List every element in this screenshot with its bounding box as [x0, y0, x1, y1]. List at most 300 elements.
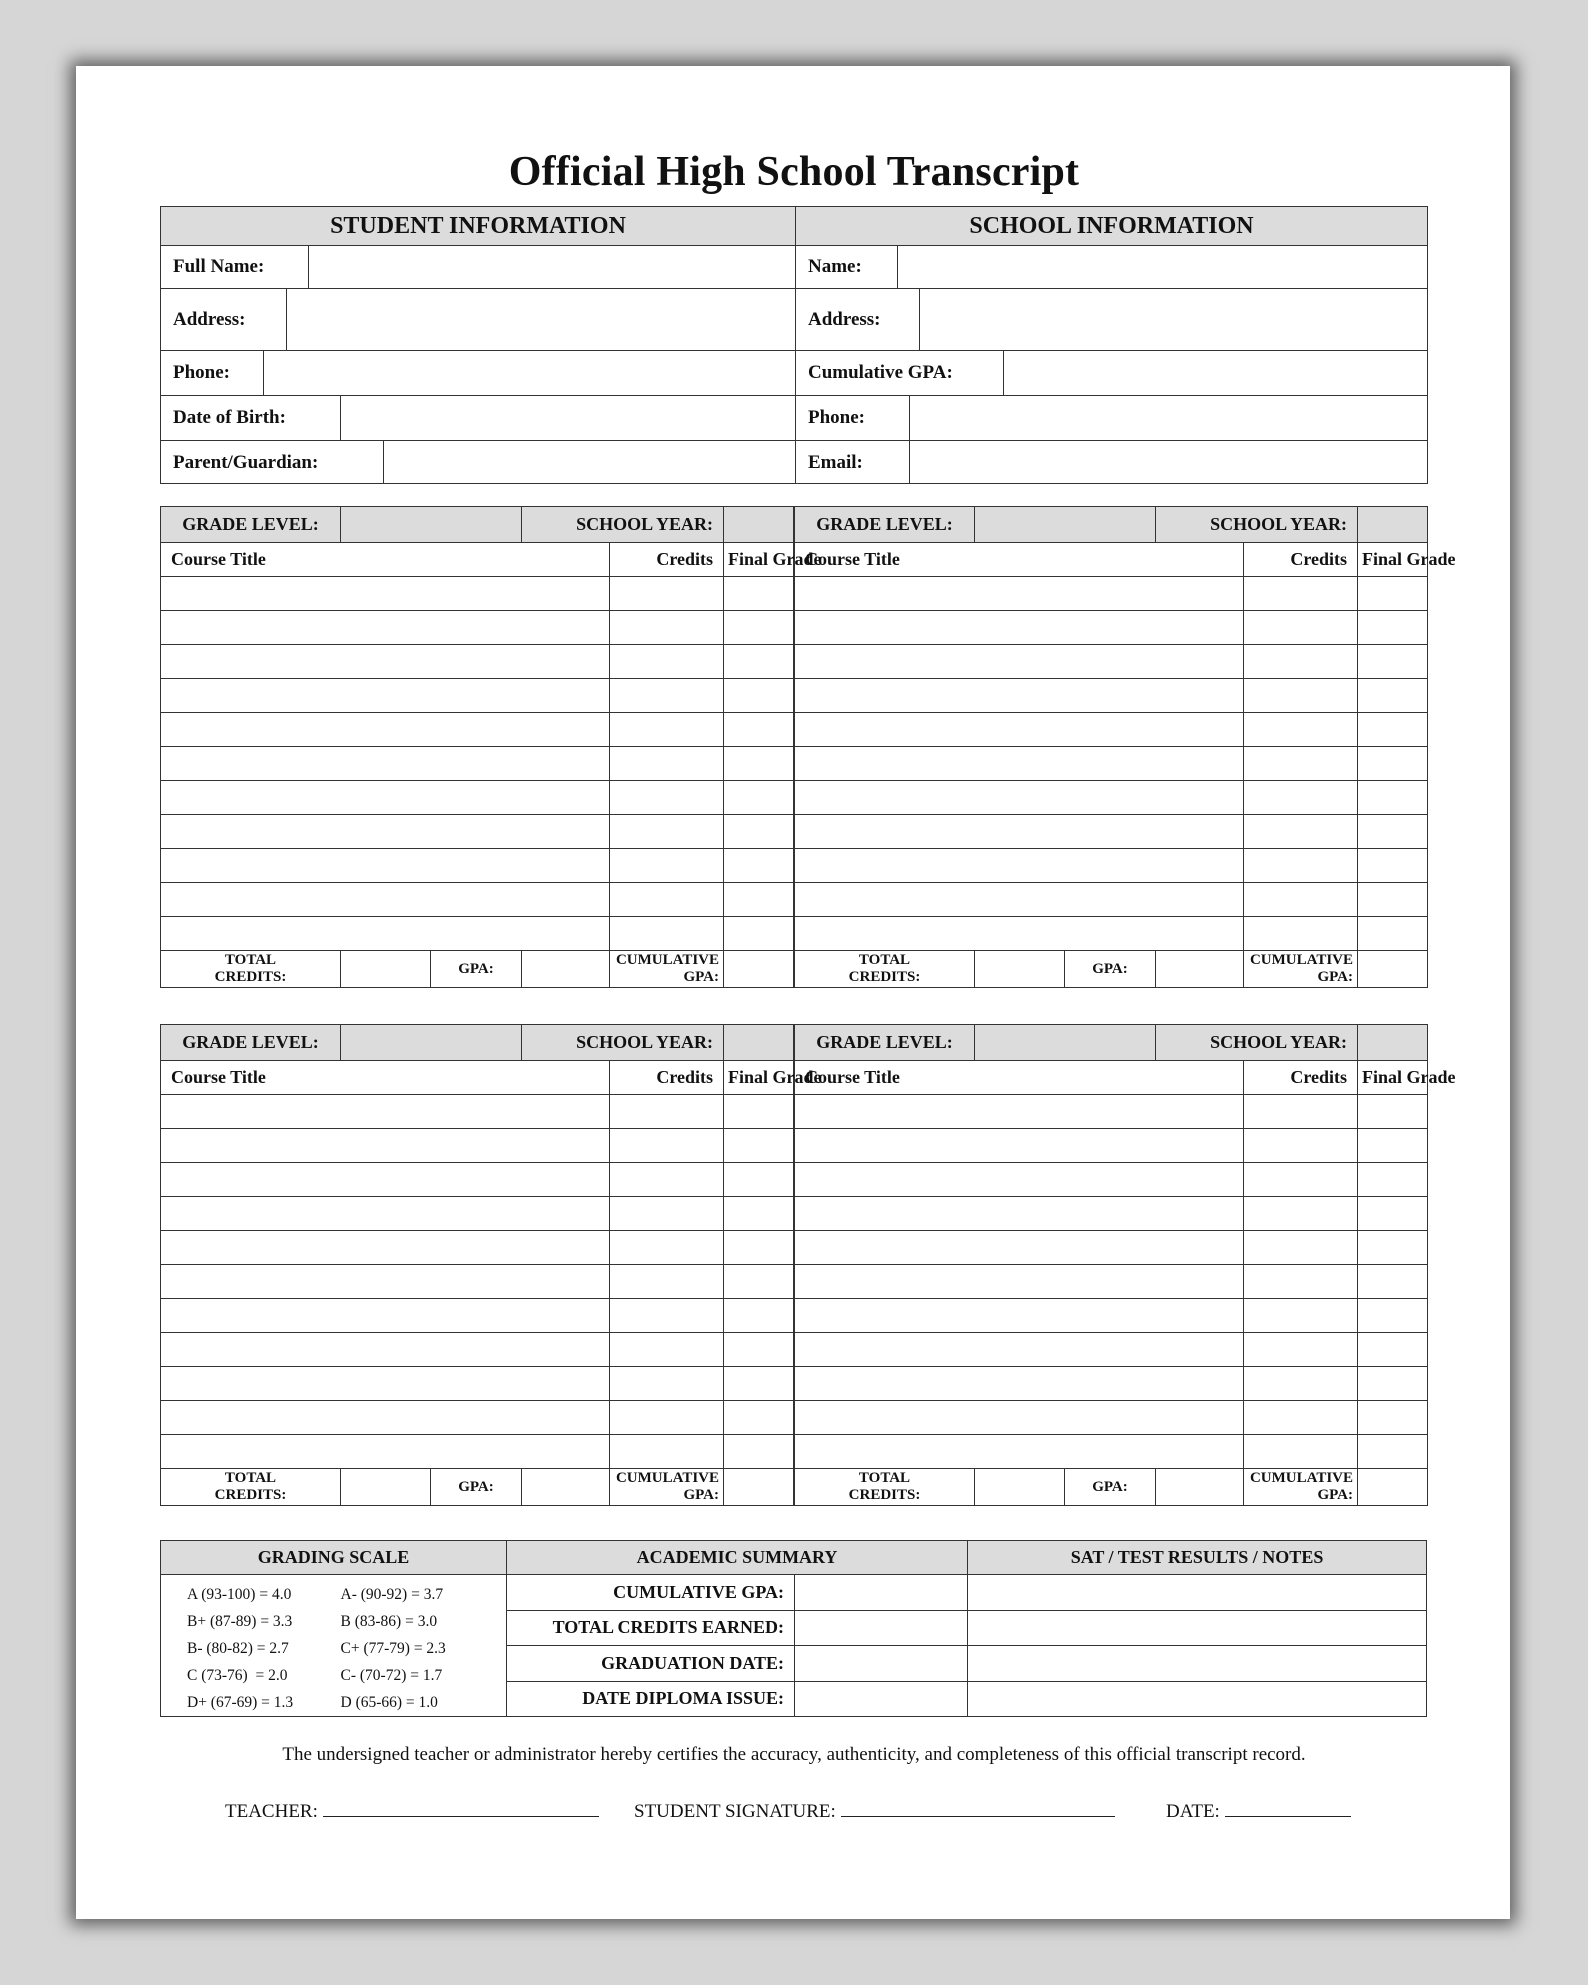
credits-cell[interactable] — [610, 577, 724, 611]
course-row — [795, 883, 1428, 917]
summary-graduation-date-input[interactable] — [795, 1646, 968, 1682]
course-title-cell[interactable] — [795, 1333, 1244, 1367]
final-grade-cell[interactable] — [724, 815, 794, 849]
course-title-cell[interactable] — [161, 1299, 610, 1333]
teacher-label: TEACHER: — [225, 1801, 318, 1822]
credits-cell[interactable] — [1244, 747, 1358, 781]
credits-header: Credits — [1244, 543, 1358, 577]
grade-block-header — [161, 1025, 794, 1061]
grading-scale-entry: C- (70-72) = 1.7 — [340, 1666, 443, 1684]
gpa-input[interactable] — [1156, 1469, 1244, 1506]
block-totals-row — [161, 1469, 794, 1506]
final-grade-cell[interactable] — [724, 645, 794, 679]
course-row — [795, 645, 1428, 679]
course-row — [795, 1435, 1428, 1469]
grade-level-label: GRADE LEVEL: — [161, 507, 341, 543]
grading-scale-row — [187, 1662, 494, 1689]
school-name-field[interactable] — [796, 246, 1427, 289]
summary-graduation-date-label: GRADUATION DATE: — [507, 1646, 795, 1682]
credits-cell[interactable] — [1244, 1129, 1358, 1163]
credits-header: Credits — [610, 1061, 724, 1095]
course-title-header: Course Title — [161, 1061, 610, 1095]
credits-cell[interactable] — [610, 645, 724, 679]
credits-cell[interactable] — [610, 1401, 724, 1435]
student-info-heading: STUDENT INFORMATION — [161, 207, 795, 246]
grade-level-label: GRADE LEVEL: — [795, 1025, 975, 1061]
credits-cell[interactable] — [610, 1095, 724, 1129]
total-credits-label — [161, 1469, 341, 1506]
grading-scale-entry: B- (80-82) = 2.7 — [187, 1639, 289, 1657]
course-title-cell[interactable] — [161, 679, 610, 713]
credits-cell[interactable] — [1244, 713, 1358, 747]
school-email-field[interactable] — [796, 441, 1427, 484]
summary-total-credits-input[interactable] — [795, 1610, 968, 1646]
course-title-cell[interactable] — [795, 1231, 1244, 1265]
course-title-cell[interactable] — [161, 1163, 610, 1197]
grade-level-label: GRADE LEVEL: — [795, 507, 975, 543]
credits-cell[interactable] — [1244, 679, 1358, 713]
grade-level-input[interactable] — [341, 507, 522, 543]
course-row — [795, 1231, 1428, 1265]
summary-section — [160, 1540, 1426, 1717]
cumulative-gpa-label-line2: GPA: — [1317, 1487, 1354, 1503]
course-title-cell[interactable] — [795, 1265, 1244, 1299]
credits-cell[interactable] — [610, 1197, 724, 1231]
course-row — [161, 1231, 794, 1265]
course-row — [161, 1265, 794, 1299]
course-title-cell[interactable] — [161, 1333, 610, 1367]
course-title-header: Course Title — [161, 543, 610, 577]
course-column-headers — [161, 1061, 794, 1095]
course-row — [795, 815, 1428, 849]
credits-cell[interactable] — [1244, 645, 1358, 679]
school-phone-field[interactable] — [796, 396, 1427, 441]
grade-table — [794, 1024, 1456, 1506]
credits-cell[interactable] — [610, 1163, 724, 1197]
final-grade-cell[interactable] — [724, 1095, 794, 1129]
final-grade-cell[interactable] — [1358, 1367, 1428, 1401]
course-title-header: Course Title — [795, 543, 1244, 577]
total-credits-label — [795, 951, 975, 988]
grading-scale-entry: B (83-86) = 3.0 — [340, 1612, 438, 1630]
credits-cell[interactable] — [1244, 1095, 1358, 1129]
course-row — [161, 577, 794, 611]
credits-cell[interactable] — [610, 611, 724, 645]
course-row — [795, 1333, 1428, 1367]
school-year-label: SCHOOL YEAR: — [1156, 507, 1358, 543]
gpa-input[interactable] — [522, 1469, 610, 1506]
course-row — [161, 917, 794, 951]
student-phone-label: Phone: — [161, 351, 264, 395]
credits-cell[interactable] — [610, 883, 724, 917]
credits-cell[interactable] — [1244, 611, 1358, 645]
final-grade-cell[interactable] — [724, 1401, 794, 1435]
credits-cell[interactable] — [1244, 1231, 1358, 1265]
school-info-heading: SCHOOL INFORMATION — [796, 207, 1427, 246]
school-year-input[interactable] — [1358, 507, 1428, 543]
credits-cell[interactable] — [610, 1231, 724, 1265]
course-row — [795, 611, 1428, 645]
course-title-cell[interactable] — [795, 1129, 1244, 1163]
credits-cell[interactable] — [610, 849, 724, 883]
grading-scale-entry: D (65-66) = 1.0 — [340, 1693, 438, 1711]
grading-scale-row — [187, 1608, 494, 1635]
total-credits-label-line2: CREDITS: — [848, 969, 921, 985]
credits-header: Credits — [610, 543, 724, 577]
credits-cell[interactable] — [1244, 815, 1358, 849]
date-line[interactable] — [1225, 1796, 1351, 1817]
student-signature-label: STUDENT SIGNATURE: — [634, 1801, 836, 1822]
credits-cell[interactable] — [1244, 781, 1358, 815]
school-year-label: SCHOOL YEAR: — [522, 1025, 724, 1061]
block-totals-row — [795, 1469, 1428, 1506]
teacher-signature — [225, 1796, 599, 1823]
final-grade-cell[interactable] — [1358, 917, 1428, 951]
credits-cell[interactable] — [1244, 1435, 1358, 1469]
final-grade-cell[interactable] — [724, 849, 794, 883]
final-grade-cell[interactable] — [1358, 713, 1428, 747]
course-title-cell[interactable] — [161, 1265, 610, 1299]
final-grade-cell[interactable] — [1358, 1231, 1428, 1265]
grading-scale-entry: C+ (77-79) = 2.3 — [340, 1639, 446, 1657]
course-title-cell[interactable] — [795, 1095, 1244, 1129]
final-grade-cell[interactable] — [1358, 815, 1428, 849]
course-row — [161, 1163, 794, 1197]
course-row — [161, 883, 794, 917]
course-title-cell[interactable] — [795, 849, 1244, 883]
credits-cell[interactable] — [610, 713, 724, 747]
gpa-label: GPA: — [431, 1469, 522, 1506]
student-full-name-field[interactable] — [161, 246, 795, 289]
final-grade-cell[interactable] — [724, 1231, 794, 1265]
final-grade-cell[interactable] — [1358, 1265, 1428, 1299]
course-row — [161, 1095, 794, 1129]
final-grade-cell[interactable] — [724, 917, 794, 951]
final-grade-cell[interactable] — [724, 1367, 794, 1401]
course-title-cell[interactable] — [795, 1163, 1244, 1197]
course-title-cell[interactable] — [795, 679, 1244, 713]
course-row — [161, 747, 794, 781]
course-title-cell[interactable] — [161, 917, 610, 951]
course-title-cell[interactable] — [795, 1197, 1244, 1231]
grading-scale-entry: B+ (87-89) = 3.3 — [187, 1612, 293, 1630]
student-guardian-label: Parent/Guardian: — [161, 441, 384, 484]
course-title-cell[interactable] — [795, 1299, 1244, 1333]
final-grade-cell[interactable] — [1358, 1299, 1428, 1333]
final-grade-cell[interactable] — [724, 679, 794, 713]
school-cumulative-gpa-field[interactable] — [796, 351, 1427, 396]
notes-line-4[interactable] — [968, 1681, 1427, 1717]
gpa-input[interactable] — [522, 951, 610, 988]
course-title-header: Course Title — [795, 1061, 1244, 1095]
credits-cell[interactable] — [610, 1435, 724, 1469]
total-credits-label-line1: TOTAL — [858, 1470, 911, 1486]
credits-header: Credits — [1244, 1061, 1358, 1095]
final-grade-cell[interactable] — [1358, 1435, 1428, 1469]
grade-table — [160, 1024, 822, 1506]
grading-scale-row — [187, 1689, 494, 1716]
course-title-cell[interactable] — [795, 781, 1244, 815]
credits-cell[interactable] — [610, 815, 724, 849]
course-title-cell[interactable] — [795, 815, 1244, 849]
summary-cumulative-gpa-label: CUMULATIVE GPA: — [507, 1575, 795, 1611]
school-year-input[interactable] — [724, 1025, 794, 1061]
grading-scale-entry: D+ (67-69) = 1.3 — [187, 1693, 294, 1711]
grade-block-3 — [160, 1024, 822, 1506]
final-grade-cell[interactable] — [1358, 883, 1428, 917]
final-grade-cell[interactable] — [724, 1129, 794, 1163]
grade-block-1 — [160, 506, 822, 988]
final-grade-cell[interactable] — [724, 1435, 794, 1469]
school-name-label: Name: — [796, 246, 898, 288]
student-address-label: Address: — [161, 289, 287, 350]
notes-heading: SAT / TEST RESULTS / NOTES — [968, 1541, 1427, 1575]
grading-scale-entry: A (93-100) = 4.0 — [187, 1585, 292, 1603]
cumulative-gpa-input[interactable] — [724, 1469, 794, 1506]
course-column-headers — [795, 1061, 1428, 1095]
credits-cell[interactable] — [1244, 1367, 1358, 1401]
summary-diploma-date-input[interactable] — [795, 1681, 968, 1717]
credits-cell[interactable] — [610, 1367, 724, 1401]
student-signature-line[interactable] — [841, 1796, 1115, 1817]
grading-scale-heading: GRADING SCALE — [161, 1541, 507, 1575]
final-grade-cell[interactable] — [1358, 747, 1428, 781]
credits-cell[interactable] — [1244, 577, 1358, 611]
credits-cell[interactable] — [1244, 883, 1358, 917]
final-grade-cell[interactable] — [724, 611, 794, 645]
final-grade-cell[interactable] — [1358, 1401, 1428, 1435]
course-row — [161, 1197, 794, 1231]
academic-summary-heading: ACADEMIC SUMMARY — [507, 1541, 968, 1575]
final-grade-cell[interactable] — [1358, 1163, 1428, 1197]
cumulative-gpa-input[interactable] — [1358, 951, 1428, 988]
final-grade-cell[interactable] — [1358, 1333, 1428, 1367]
credits-cell[interactable] — [1244, 1265, 1358, 1299]
course-title-cell[interactable] — [161, 577, 610, 611]
final-grade-cell[interactable] — [724, 577, 794, 611]
course-title-cell[interactable] — [795, 577, 1244, 611]
credits-cell[interactable] — [1244, 1333, 1358, 1367]
school-info-panel — [796, 207, 1427, 483]
course-row — [161, 1435, 794, 1469]
final-grade-cell[interactable] — [724, 1299, 794, 1333]
final-grade-cell[interactable] — [724, 1265, 794, 1299]
cumulative-gpa-label — [1244, 951, 1358, 988]
course-row — [161, 849, 794, 883]
total-credits-label — [795, 1469, 975, 1506]
credits-cell[interactable] — [610, 1333, 724, 1367]
final-grade-cell[interactable] — [1358, 577, 1428, 611]
course-row — [795, 1401, 1428, 1435]
credits-cell[interactable] — [610, 1299, 724, 1333]
credits-cell[interactable] — [610, 679, 724, 713]
total-credits-label-line2: CREDITS: — [214, 1487, 287, 1503]
final-grade-cell[interactable] — [724, 1163, 794, 1197]
course-row — [161, 781, 794, 815]
final-grade-cell[interactable] — [1358, 1129, 1428, 1163]
cumulative-gpa-label-line1: CUMULATIVE — [1249, 1470, 1354, 1486]
final-grade-cell[interactable] — [724, 883, 794, 917]
credits-cell[interactable] — [1244, 1197, 1358, 1231]
school-cumulative-gpa-label: Cumulative GPA: — [796, 351, 1004, 395]
course-title-cell[interactable] — [161, 1367, 610, 1401]
total-credits-label — [161, 951, 341, 988]
final-grade-cell[interactable] — [724, 781, 794, 815]
final-grade-cell[interactable] — [724, 1197, 794, 1231]
school-year-input[interactable] — [1358, 1025, 1428, 1061]
course-title-cell[interactable] — [795, 1401, 1244, 1435]
cumulative-gpa-label — [610, 951, 724, 988]
course-title-cell[interactable] — [795, 883, 1244, 917]
course-row — [795, 917, 1428, 951]
grade-level-input[interactable] — [341, 1025, 522, 1061]
info-section — [160, 206, 1428, 484]
course-row — [795, 577, 1428, 611]
final-grade-header: Final Grade — [724, 1061, 794, 1095]
course-title-cell[interactable] — [795, 713, 1244, 747]
final-grade-cell[interactable] — [1358, 849, 1428, 883]
course-title-cell[interactable] — [161, 1435, 610, 1469]
credits-cell[interactable] — [610, 917, 724, 951]
course-row — [161, 713, 794, 747]
course-row — [161, 611, 794, 645]
date-signature — [1166, 1796, 1351, 1823]
course-row — [161, 1333, 794, 1367]
course-title-cell[interactable] — [161, 1129, 610, 1163]
final-grade-cell[interactable] — [1358, 1197, 1428, 1231]
credits-cell[interactable] — [1244, 1163, 1358, 1197]
grade-table — [794, 506, 1456, 988]
student-phone-field[interactable] — [161, 351, 795, 396]
credits-cell[interactable] — [610, 1129, 724, 1163]
student-address-field[interactable] — [161, 289, 795, 351]
grade-block-header — [795, 507, 1428, 543]
course-row — [795, 1265, 1428, 1299]
school-address-field[interactable] — [796, 289, 1427, 351]
course-title-cell[interactable] — [161, 815, 610, 849]
course-title-cell[interactable] — [161, 1401, 610, 1435]
block-totals-row — [161, 951, 794, 988]
total-credits-input[interactable] — [975, 951, 1065, 988]
credits-cell[interactable] — [1244, 917, 1358, 951]
grade-level-input[interactable] — [975, 1025, 1156, 1061]
page-title: Official High School Transcript — [508, 149, 1080, 195]
grade-level-input[interactable] — [975, 507, 1156, 543]
course-title-cell[interactable] — [795, 917, 1244, 951]
gpa-label: GPA: — [431, 951, 522, 988]
notes-line-3[interactable] — [968, 1646, 1427, 1682]
credits-cell[interactable] — [610, 1265, 724, 1299]
course-title-cell[interactable] — [795, 1435, 1244, 1469]
course-title-cell[interactable] — [795, 645, 1244, 679]
course-row — [161, 679, 794, 713]
school-year-label: SCHOOL YEAR: — [1156, 1025, 1358, 1061]
course-title-cell[interactable] — [161, 883, 610, 917]
grading-scale-row — [187, 1635, 494, 1662]
total-credits-label-line1: TOTAL — [224, 952, 277, 968]
gpa-label: GPA: — [1065, 1469, 1156, 1506]
grade-block-header — [161, 507, 794, 543]
school-year-input[interactable] — [724, 507, 794, 543]
credits-cell[interactable] — [1244, 849, 1358, 883]
cumulative-gpa-input[interactable] — [1358, 1469, 1428, 1506]
gpa-label: GPA: — [1065, 951, 1156, 988]
school-email-label: Email: — [796, 441, 910, 484]
course-title-cell[interactable] — [161, 747, 610, 781]
student-dob-field[interactable] — [161, 396, 795, 441]
final-grade-cell[interactable] — [724, 747, 794, 781]
final-grade-header: Final Grade — [1358, 543, 1428, 577]
gpa-input[interactable] — [1156, 951, 1244, 988]
course-row — [795, 1197, 1428, 1231]
course-row — [161, 1299, 794, 1333]
summary-cumulative-gpa-input[interactable] — [795, 1575, 968, 1611]
course-title-cell[interactable] — [161, 781, 610, 815]
course-title-cell[interactable] — [161, 645, 610, 679]
final-grade-cell[interactable] — [1358, 679, 1428, 713]
course-title-cell[interactable] — [161, 1095, 610, 1129]
date-label: DATE: — [1166, 1801, 1220, 1822]
notes-line-1[interactable] — [968, 1575, 1427, 1611]
cumulative-gpa-label-line1: CUMULATIVE — [615, 1470, 720, 1486]
course-row — [795, 1367, 1428, 1401]
course-row — [795, 781, 1428, 815]
total-credits-input[interactable] — [341, 951, 431, 988]
final-grade-cell[interactable] — [724, 1333, 794, 1367]
teacher-signature-line[interactable] — [323, 1796, 599, 1817]
course-row — [795, 1163, 1428, 1197]
credits-cell[interactable] — [1244, 1401, 1358, 1435]
course-row — [161, 1129, 794, 1163]
course-title-cell[interactable] — [161, 1197, 610, 1231]
notes-line-2[interactable] — [968, 1610, 1427, 1646]
student-full-name-label: Full Name: — [161, 246, 309, 288]
cumulative-gpa-label-line1: CUMULATIVE — [615, 952, 720, 968]
course-title-cell[interactable] — [161, 1231, 610, 1265]
student-guardian-field[interactable] — [161, 441, 795, 484]
final-grade-cell[interactable] — [1358, 781, 1428, 815]
cumulative-gpa-label — [1244, 1469, 1358, 1506]
course-title-cell[interactable] — [161, 849, 610, 883]
course-title-cell[interactable] — [161, 713, 610, 747]
credits-cell[interactable] — [1244, 1299, 1358, 1333]
student-dob-label: Date of Birth: — [161, 396, 341, 440]
course-title-cell[interactable] — [795, 1367, 1244, 1401]
course-title-cell[interactable] — [161, 611, 610, 645]
total-credits-input[interactable] — [975, 1469, 1065, 1506]
course-title-cell[interactable] — [795, 747, 1244, 781]
school-address-label: Address: — [796, 289, 920, 350]
credits-cell[interactable] — [610, 747, 724, 781]
certification-statement: The undersigned teacher or administrator hereby certifies the accuracy, authenticity, and completeness of this official transcript record. — [282, 1744, 1306, 1765]
total-credits-label-line1: TOTAL — [224, 1470, 277, 1486]
credits-cell[interactable] — [610, 781, 724, 815]
final-grade-cell[interactable] — [1358, 611, 1428, 645]
final-grade-cell[interactable] — [724, 713, 794, 747]
course-title-cell[interactable] — [795, 611, 1244, 645]
final-grade-cell[interactable] — [1358, 645, 1428, 679]
course-row — [161, 1401, 794, 1435]
grade-block-header — [795, 1025, 1428, 1061]
final-grade-cell[interactable] — [1358, 1095, 1428, 1129]
course-row — [161, 815, 794, 849]
total-credits-label-line1: TOTAL — [858, 952, 911, 968]
cumulative-gpa-label-line2: GPA: — [683, 1487, 720, 1503]
course-row — [795, 1129, 1428, 1163]
cumulative-gpa-input[interactable] — [724, 951, 794, 988]
summary-diploma-date-label: DATE DIPLOMA ISSUE: — [507, 1681, 795, 1717]
total-credits-input[interactable] — [341, 1469, 431, 1506]
